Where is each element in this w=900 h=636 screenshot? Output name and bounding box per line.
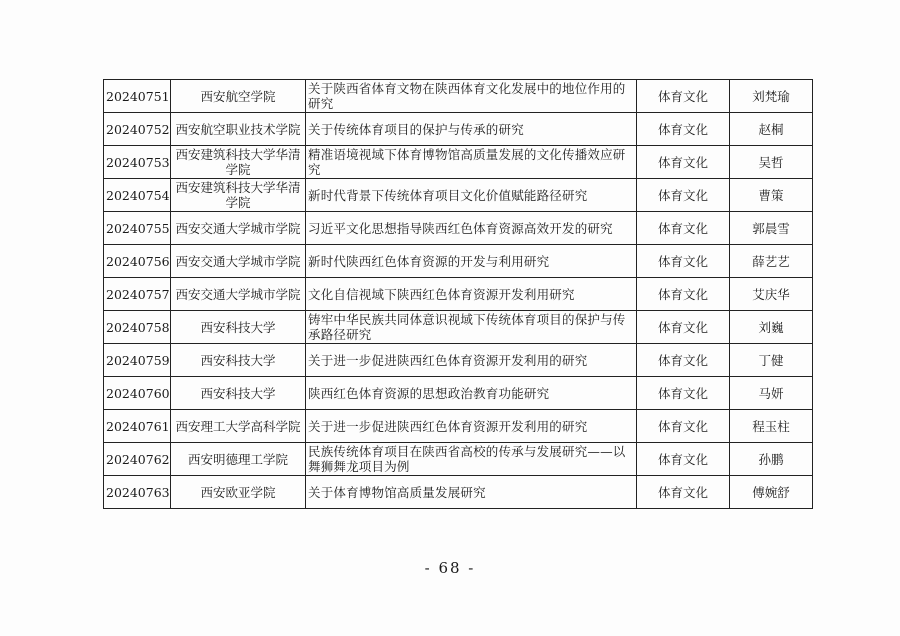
project-id-cell: 20240763 [104,476,171,509]
project-table-body [104,80,813,509]
school-cell: 西安欧亚学院 [171,476,306,509]
person-cell: 吴哲 [730,146,813,179]
project-id-cell: 20240760 [104,377,171,410]
table-row [104,344,813,377]
project-id-cell: 20240761 [104,410,171,443]
school-cell: 西安航空学院 [171,80,306,113]
category-cell: 体育文化 [637,212,730,245]
person-cell: 程玉柱 [730,410,813,443]
category-cell: 体育文化 [637,278,730,311]
table-row [104,410,813,443]
person-cell: 赵桐 [730,113,813,146]
school-cell: 西安科技大学 [171,311,306,344]
category-cell: 体育文化 [637,443,730,476]
category-cell: 体育文化 [637,311,730,344]
school-cell: 西安理工大学高科学院 [171,410,306,443]
table-row [104,311,813,344]
table-row [104,80,813,113]
table-row [104,476,813,509]
school-cell: 西安交通大学城市学院 [171,212,306,245]
table-row [104,113,813,146]
school-cell: 西安建筑科技大学华清学院 [171,146,306,179]
project-title-cell: 文化自信视域下陕西红色体育资源开发利用研究 [306,278,637,311]
person-cell: 艾庆华 [730,278,813,311]
table-row [104,179,813,212]
table-row [104,146,813,179]
person-cell: 薛艺艺 [730,245,813,278]
category-cell: 体育文化 [637,179,730,212]
person-cell: 孙鹏 [730,443,813,476]
project-id-cell: 20240758 [104,311,171,344]
project-id-cell: 20240755 [104,212,171,245]
project-title-cell: 新时代背景下传统体育项目文化价值赋能路径研究 [306,179,637,212]
project-id-cell: 20240757 [104,278,171,311]
school-cell: 西安交通大学城市学院 [171,278,306,311]
project-id-cell: 20240756 [104,245,171,278]
person-cell: 郭晨雪 [730,212,813,245]
school-cell: 西安建筑科技大学华清学院 [171,179,306,212]
category-cell: 体育文化 [637,80,730,113]
project-id-cell: 20240752 [104,113,171,146]
page-number: - 68 - [424,559,476,577]
school-cell: 西安科技大学 [171,344,306,377]
category-cell: 体育文化 [637,146,730,179]
category-cell: 体育文化 [637,344,730,377]
school-cell: 西安交通大学城市学院 [171,245,306,278]
project-title-cell: 精准语境视域下体育博物馆高质量发展的文化传播效应研究 [306,146,637,179]
project-id-cell: 20240753 [104,146,171,179]
person-cell: 马妍 [730,377,813,410]
project-title-cell: 习近平文化思想指导陕西红色体育资源高效开发的研究 [306,212,637,245]
table-row [104,443,813,476]
table-row [104,278,813,311]
project-id-cell: 20240762 [104,443,171,476]
category-cell: 体育文化 [637,410,730,443]
category-cell: 体育文化 [637,113,730,146]
table-row [104,377,813,410]
category-cell: 体育文化 [637,377,730,410]
school-cell: 西安明德理工学院 [171,443,306,476]
table-row [104,212,813,245]
project-table [103,79,813,509]
category-cell: 体育文化 [637,476,730,509]
project-id-cell: 20240754 [104,179,171,212]
project-title-cell: 民族传统体育项目在陕西省高校的传承与发展研究——以舞狮舞龙项目为例 [306,443,637,476]
project-title-cell: 陕西红色体育资源的思想政治教育功能研究 [306,377,637,410]
project-title-cell: 关于体育博物馆高质量发展研究 [306,476,637,509]
project-title-cell: 新时代陕西红色体育资源的开发与利用研究 [306,245,637,278]
person-cell: 刘巍 [730,311,813,344]
project-title-cell: 关于进一步促进陕西红色体育资源开发利用的研究 [306,410,637,443]
person-cell: 丁健 [730,344,813,377]
project-id-cell: 20240751 [104,80,171,113]
table-row [104,245,813,278]
person-cell: 傅婉舒 [730,476,813,509]
project-title-cell: 关于进一步促进陕西红色体育资源开发利用的研究 [306,344,637,377]
project-title-cell: 关于陕西省体育文物在陕西体育文化发展中的地位作用的研究 [306,80,637,113]
person-cell: 曹策 [730,179,813,212]
project-id-cell: 20240759 [104,344,171,377]
project-title-cell: 关于传统体育项目的保护与传承的研究 [306,113,637,146]
person-cell: 刘梵瑜 [730,80,813,113]
category-cell: 体育文化 [637,245,730,278]
school-cell: 西安航空职业技术学院 [171,113,306,146]
project-title-cell: 铸牢中华民族共同体意识视域下传统体育项目的保护与传承路径研究 [306,311,637,344]
school-cell: 西安科技大学 [171,377,306,410]
